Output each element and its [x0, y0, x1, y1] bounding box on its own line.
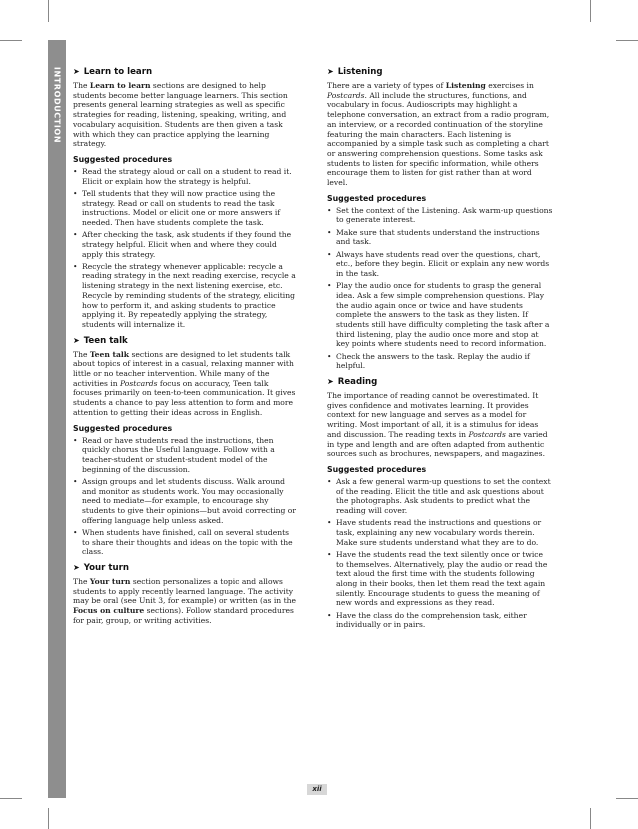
arrow-icon: ➤: [327, 67, 334, 76]
procedures-list: [327, 206, 553, 371]
section-title: ➤ Your turn: [73, 563, 129, 574]
list-item: • Tell students that they will now practice using the strategy. Read or call on students to read the task instructions. Model or elicit one or more answers if needed. Then have students complete the task.: [73, 189, 299, 228]
section-title: ➤ Listening: [327, 67, 383, 77]
list-item: • Play the audio once for students to grasp the general idea. Ask a few simple comprehension questions. Play the audio again once or twice and have students complete the answers to the task as they listen. If students still have difficulty completing the task after a third listening, play the audio once more and stop at key points where students need to record information.: [327, 281, 553, 349]
list-item: • Always have students read over the questions, chart, etc., before they begin. Elicit or explain any new words in the task.: [327, 250, 553, 279]
crop-mark-bottom-right-v: [590, 808, 591, 829]
section-title: ➤ Teen talk: [73, 335, 128, 346]
crop-mark-bottom-left-v: [48, 808, 49, 829]
section-intro: The Your turn section personalizes a topic and allows students to apply recently learned language. The activity may be oral (see Unit 3, for example) or written (as in the Focus on culture sections). Follow standard procedures for pair, group, or writing activities.: [73, 577, 297, 625]
list-item: • Check the answers to the task. Replay the audio if helpful.: [327, 352, 553, 371]
section-intro: The Teen talk sections are designed to let students talk about topics of interest in a casual, relaxing manner with little or no teacher intervention. While many of the activities in Postcards focus on accuracy, Teen talk focuses primarily on teen-to-teen communication. It gives students a chance to pay less attention to form and more attention to getting their ideas across in English.: [73, 349, 296, 417]
list-item: • When students have finished, call on several students to share their thoughts and ideas on the topic with the class.: [73, 528, 299, 557]
list-item: • Have the students read the text silently once or twice to themselves. Alternatively, play the audio or read the text aloud the first time with the students following along in their books, then let them read the text again silently. Encourage students to guess the meaning of new words and expressions as they read.: [327, 550, 553, 608]
crop-mark-bottom-right-h: [616, 798, 638, 799]
procedures-list: [327, 477, 553, 630]
arrow-icon: ➤: [73, 67, 80, 76]
arrow-icon: ➤: [327, 376, 334, 386]
section-intro: The Learn to learn sections are designed to help students become better language learners. This section presents general learning strategies as well as specific strategies for reading, listening, speaking, writing, and vocabulary acquisition. Students are then given a task with which they can practice applying the learning strategy.: [73, 81, 288, 149]
section-teen-talk: [73, 335, 299, 557]
crop-mark-top-right-v: [590, 0, 591, 22]
side-band-text: INTRODUCTION: [52, 66, 62, 144]
list-item: • Have students read the instructions and questions or task, explaining any new vocabulary words therein. Make sure students understand what they are to do.: [327, 518, 553, 547]
procedures-heading: Suggested procedures: [327, 464, 427, 474]
section-listening: [327, 66, 553, 371]
procedures-list: [73, 167, 299, 330]
right-column: [327, 66, 553, 635]
list-item: • Have the class do the comprehension task, either individually or in pairs.: [327, 611, 553, 630]
list-item: • After checking the task, ask students if they found the strategy helpful. Elicit when and where they could apply this strategy.: [73, 230, 299, 259]
section-title: ➤ Learn to learn: [73, 67, 153, 77]
list-item: • Ask a few general warm-up questions to set the context of the reading. Elicit the title and ask questions about the photographs. Ask students to predict what the reading will cover.: [327, 477, 553, 516]
arrow-icon: ➤: [73, 335, 80, 345]
section-learn-to-learn: [73, 66, 299, 330]
section-intro: The importance of reading cannot be overestimated. It gives confidence and motivates learning. It provides context for new language and serves as a model for writing. Most important of all, it is a stimulus for ideas and discussion. The reading texts in Postcards are varied in type and length and are often adapted from authentic sources such as brochures, newspapers, and magazines.: [327, 390, 548, 459]
section-reading: [327, 376, 553, 630]
section-intro: There are a variety of types of Listening exercises in Postcards. All include the structures, functions, and vocabulary in focus. Audioscripts may highlight a telephone conversation, an extract from a radio program, an interview, or a recorded continuation of the storyline featuring the main characters. Each listening is accompanied by a simple task such as completing a chart or answering comprehension questions. Some tasks ask students to listen for specific information, while others encourage them to listen for gist rather than at word level.: [327, 81, 550, 188]
arrow-icon: ➤: [73, 563, 80, 573]
procedures-heading: Suggested procedures: [73, 423, 173, 433]
crop-mark-top-right-h: [616, 40, 638, 41]
crop-mark-top-left-v: [48, 0, 49, 22]
list-item: • Recycle the strategy whenever applicable: recycle a reading strategy in the next reading exercise, recycle a listening strategy in the next listening exercise, etc. Recycle by reminding students of the strategy, eliciting how to perform it, and asking students to practice applying it. By repeatedly applying the strategy, students will internalize it.: [73, 262, 299, 330]
list-item: • Assign groups and let students discuss. Walk around and monitor as students work. You may occasionally need to mediate—for example, to encourage shy students to give their opinions—but avoid correcting or offering language help unless asked.: [73, 477, 299, 526]
section-your-turn: [73, 562, 299, 626]
list-item: • Read or have students read the instructions, then quickly chorus the Useful language. Follow with a teacher-student or student-student model of the beginning of the discussion.: [73, 436, 299, 475]
crop-mark-top-left-h: [0, 40, 22, 41]
page-number: xii: [307, 784, 327, 795]
section-title: ➤ Reading: [327, 376, 378, 387]
procedures-heading: Suggested procedures: [73, 154, 173, 164]
list-item: • Make sure that students understand the instructions and task.: [327, 228, 553, 247]
left-column: [73, 66, 299, 631]
crop-mark-bottom-left-h: [0, 798, 22, 799]
side-band-label: [48, 40, 66, 170]
procedures-list: [73, 436, 299, 557]
list-item: • Set the context of the Listening. Ask warm-up questions to generate interest.: [327, 206, 553, 225]
procedures-heading: Suggested procedures: [327, 193, 427, 203]
list-item: • Read the strategy aloud or call on a student to read it. Elicit or explain how the strategy is helpful.: [73, 167, 299, 186]
